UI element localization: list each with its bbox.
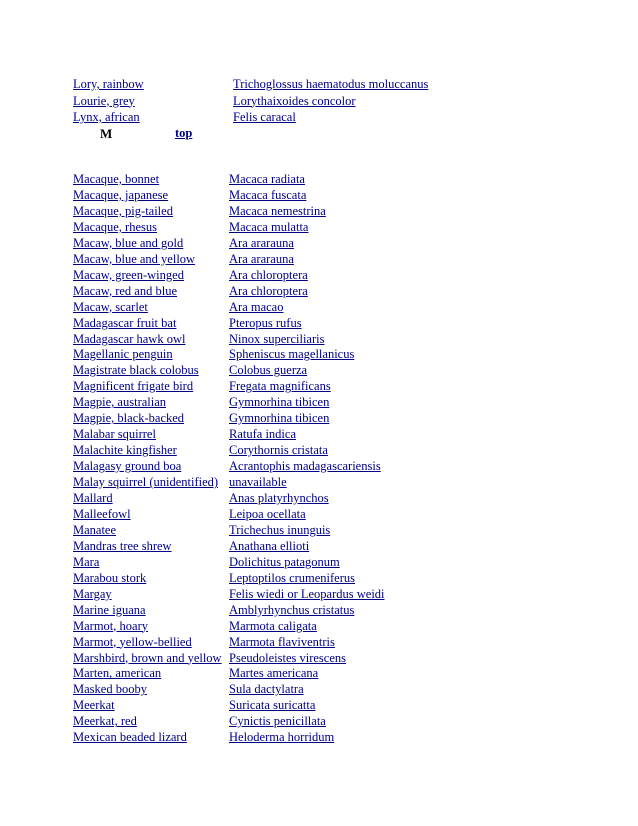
common-name-link[interactable]: Macaw, red and blue <box>73 283 178 298</box>
scientific-name-link[interactable]: Felis wiedi or Leopardus weidi <box>229 586 385 601</box>
scientific-name-link[interactable]: Gymnorhina tibicen <box>229 411 330 426</box>
common-name-link[interactable]: Macaw, blue and yellow <box>73 251 196 266</box>
common-name-link[interactable]: Mallard <box>73 491 113 505</box>
scientific-name-link[interactable]: Cynictis penicillata <box>229 714 326 729</box>
scientific-name-link[interactable]: Ara ararauna <box>229 235 294 250</box>
scientific-name-link[interactable]: Macaca radiata <box>229 172 305 186</box>
common-name-link[interactable]: Madagascar hawk owl <box>73 331 186 346</box>
common-name-link[interactable]: Margay <box>73 586 112 601</box>
common-name-link[interactable]: Marine iguana <box>73 602 146 617</box>
scientific-name-link[interactable]: Martes americana <box>229 666 319 681</box>
scientific-name-link[interactable]: Pseudoleistes virescens <box>229 650 346 665</box>
common-name-link[interactable]: Magellanic penguin <box>73 347 173 362</box>
scientific-name-link[interactable]: Leipoa ocellata <box>229 506 306 521</box>
common-name-link[interactable]: Macaque, bonnet <box>73 172 160 186</box>
scientific-name-link[interactable]: Ara chloroptera <box>229 267 308 282</box>
common-name-link[interactable]: Macaque, pig-tailed <box>73 203 173 218</box>
common-name-link[interactable]: Manatee <box>73 522 117 537</box>
scientific-name-link[interactable]: Colobus guerza <box>229 363 308 378</box>
common-name-link[interactable]: Marmot, yellow-bellied <box>73 634 192 649</box>
scientific-name-link[interactable]: Suricata suricatta <box>229 698 316 713</box>
common-name-link[interactable]: Masked booby <box>73 682 147 697</box>
common-name-link[interactable]: Malabar squirrel <box>73 427 156 442</box>
common-name-link[interactable]: Mexican beaded lizard <box>73 730 187 745</box>
common-name-link[interactable]: Malachite kingfisher <box>73 443 177 458</box>
scientific-name-link[interactable]: Sula dactylatra <box>229 682 304 697</box>
common-name-link[interactable]: Marabou stork <box>73 570 147 585</box>
scientific-name-link[interactable]: Ara chloroptera <box>229 283 308 298</box>
common-name-link[interactable]: Malagasy ground boa <box>73 459 182 474</box>
scientific-name-link[interactable]: Dolichitus patagonum <box>229 554 340 569</box>
scientific-name-link[interactable]: Leptoptilos crumeniferus <box>229 570 356 585</box>
scientific-name-link[interactable]: Amblyrhynchus cristatus <box>229 602 355 617</box>
scientific-name-link[interactable]: Macaca nemestrina <box>229 203 326 218</box>
section-letter-m: M <box>100 126 113 141</box>
scientific-name-link[interactable]: Corythornis cristata <box>229 443 328 458</box>
common-name-link[interactable]: Marshbird, brown and yellow <box>73 650 222 665</box>
scientific-name-link[interactable]: Macaca fuscata <box>229 187 307 202</box>
common-name-link[interactable]: Magistrate black colobus <box>73 363 199 378</box>
scientific-name-link[interactable]: Anas platyrhynchos <box>229 491 329 505</box>
common-name-link[interactable]: Macaw, scarlet <box>73 299 148 314</box>
scientific-name-link[interactable]: Pteropus rufus <box>229 315 302 330</box>
scientific-name-link[interactable]: Spheniscus magellanicus <box>229 347 355 362</box>
scientific-name-link[interactable]: Trichoglossus haematodus moluccanus <box>233 77 429 91</box>
common-name-link[interactable]: Meerkat, red <box>73 714 137 729</box>
common-name-link[interactable]: Malleefowl <box>73 506 131 521</box>
common-name-link[interactable]: Marten, american <box>73 666 162 681</box>
scientific-name-link[interactable]: unavailable <box>229 475 287 490</box>
scientific-name-link[interactable]: Heloderma horridum <box>229 730 335 745</box>
common-name-link[interactable]: Lory, rainbow <box>73 77 144 91</box>
common-name-link[interactable]: Magpie, australian <box>73 395 167 410</box>
common-name-link[interactable]: Mandras tree shrew <box>73 538 172 553</box>
scientific-name-link[interactable]: Ara ararauna <box>229 251 294 266</box>
common-name-link[interactable]: Macaw, blue and gold <box>73 235 184 250</box>
common-name-link[interactable]: Macaque, japanese <box>73 187 169 202</box>
scientific-name-link[interactable]: Anathana ellioti <box>229 538 310 553</box>
scientific-name-link[interactable]: Marmota flaviventris <box>229 634 335 649</box>
scientific-name-link[interactable]: Trichechus inunguis <box>229 522 331 537</box>
scientific-name-link[interactable]: Acrantophis madagascariensis <box>229 459 381 474</box>
scientific-name-link[interactable]: Marmota caligata <box>229 618 317 633</box>
scientific-name-link[interactable]: Ratufa indica <box>229 427 296 442</box>
common-name-link[interactable]: Malay squirrel (unidentified) <box>73 475 219 490</box>
common-name-link[interactable]: Meerkat <box>73 698 115 713</box>
common-name-link[interactable]: Magpie, black-backed <box>73 411 185 426</box>
common-name-link[interactable]: Madagascar fruit bat <box>73 315 177 330</box>
common-name-link[interactable]: Marmot, hoary <box>73 618 148 633</box>
scientific-name-link[interactable]: Macaca mulatta <box>229 219 309 234</box>
top-link[interactable]: top <box>175 126 193 140</box>
scientific-name-link[interactable]: Ara macao <box>229 299 284 314</box>
scientific-name-link[interactable]: Ninox superciliaris <box>229 331 325 346</box>
common-name-link[interactable]: Macaw, green-winged <box>73 267 184 282</box>
common-name-link[interactable]: Macaque, rhesus <box>73 219 157 234</box>
scientific-name-link[interactable]: Fregata magnificans <box>229 379 331 394</box>
common-name-link[interactable]: Lynx, african <box>73 110 140 124</box>
common-name-link[interactable]: Magnificent frigate bird <box>73 379 194 394</box>
common-name-link[interactable]: Lourie, grey <box>73 93 135 108</box>
scientific-name-link[interactable]: Lorythaixoides concolor <box>233 93 356 108</box>
common-name-link[interactable]: Mara <box>73 554 100 569</box>
scientific-name-link[interactable]: Gymnorhina tibicen <box>229 395 330 410</box>
scientific-name-link[interactable]: Felis caracal <box>233 110 296 124</box>
